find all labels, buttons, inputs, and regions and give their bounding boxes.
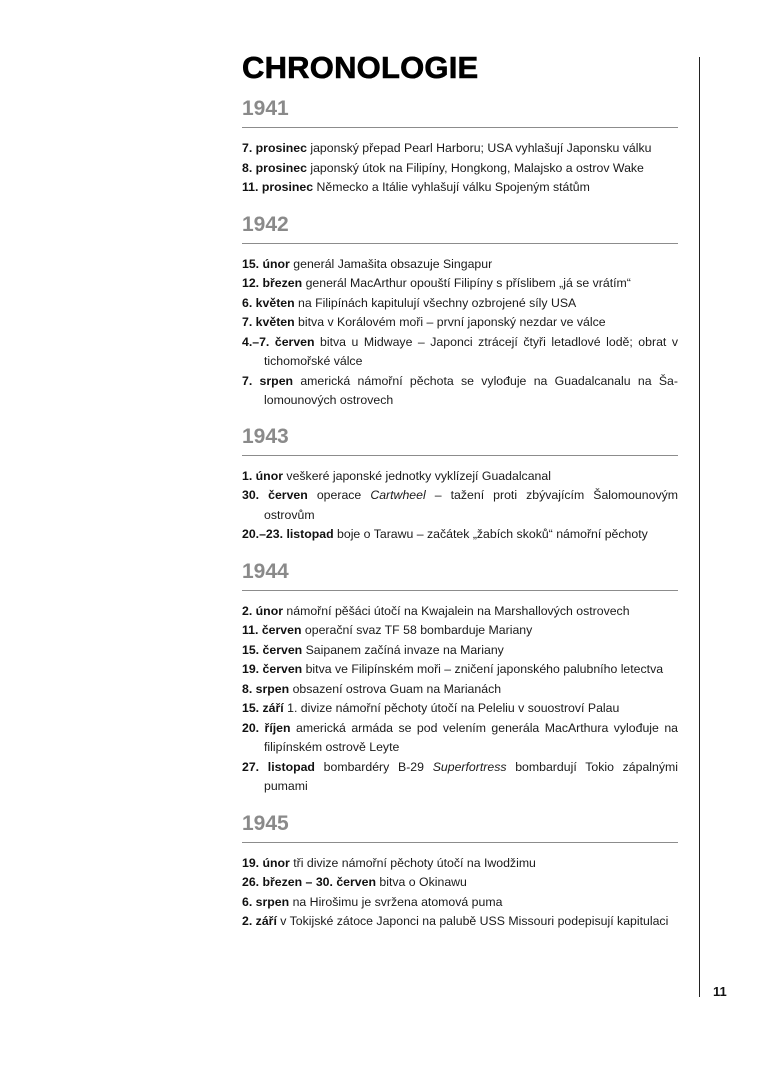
year-heading: 1941 [242,96,678,128]
event-text-italic: Cartwheel [370,488,426,502]
event-date: 6. květen [242,295,295,310]
year-section-1943 [242,424,678,545]
event-item [242,294,678,314]
event-text: na Filipínách kapitulují všechny ozbrojené síly USA [294,295,577,310]
event-item [242,699,678,719]
event-date: 15. únor [242,256,290,271]
event-text: bombardéry B-29 [314,759,433,774]
event-item [242,159,678,179]
event-item [242,680,678,700]
event-date: 7. srpen [242,373,294,388]
event-item [242,372,678,411]
event-text: americká armáda se pod velením generála MacArthura vylođuje na filipínském ostrově Leyte [264,720,678,754]
event-text: bitva v Korálovém moři – první japonský nezdar ve válce [294,315,606,329]
event-text: bitva u Midwaye – Japonci ztrácejí čtyři letadlové lodě; obrat v tichomořské válce [264,334,678,368]
year-section-1944 [242,559,678,797]
event-date: 19. červen [242,662,303,676]
event-item [242,602,678,622]
event-item [242,873,678,893]
event-item [242,333,678,372]
event-item [242,313,678,333]
event-item [242,255,678,275]
event-list [242,244,678,411]
event-text: boje o Tarawu – začátek „žabích skoků“ námořní pěchoty [333,527,648,541]
event-date: 2. únor [242,603,283,618]
event-date: 12. březen [242,276,303,290]
event-text: bitva ve Filipínském moři – zničení japonského palubního letectva [302,662,664,676]
event-list [242,843,678,932]
event-text-italic: Superfortress [432,759,507,774]
event-date: 15. červen [242,642,303,657]
event-text: americká námořní pěchota se vylođuje na Guadalcanalu na Šalomounových ostrovech [264,373,678,407]
event-item [242,621,678,641]
event-text: veškeré japonské jednotky vyklízejí Guadalcanal [283,468,551,483]
event-item [242,893,678,913]
event-list [242,591,678,797]
event-date: 2. září [242,914,277,928]
year-heading: 1943 [242,424,678,456]
event-text: generál Jamašita obsazuje Singapur [289,256,493,271]
event-date: 27. listopad [242,759,315,774]
event-date: 6. srpen [242,894,290,909]
event-item [242,178,678,198]
event-item [242,854,678,874]
chronology-page [242,50,678,932]
page-title: CHRONOLOGIE [242,50,479,85]
event-date: 1. únor [242,468,283,483]
event-item [242,467,678,487]
event-date: 4.–7. červen [242,334,315,349]
event-item [242,274,678,294]
event-text: tři divize námořní pěchoty útočí na Iwodžimu [289,855,536,870]
year-section-1941 [242,96,678,198]
event-date: 20. říjen [242,720,291,735]
event-item [242,641,678,661]
event-item [242,139,678,159]
event-date: 30. červen [242,488,308,502]
event-text: obsazení ostrova Guam na Marianách [289,681,502,696]
event-text: na Hirošimu je svržena atomová puma [289,894,503,909]
page-number: 11 [713,984,727,999]
event-date: 8. prosinec [242,160,307,175]
event-date: 20.–23. listopad [242,527,334,541]
event-date: 7. prosinec [242,141,307,155]
event-text-continued: – tažení proti zbývajícím Šalomounovým ostrovům [264,488,678,522]
event-text: bitva o Okinawu [375,875,467,889]
event-item [242,719,678,758]
year-heading: 1942 [242,212,678,244]
event-date: 8. srpen [242,681,290,696]
event-text: námořní pěšáci útočí na Kwajalein na Marshallových ostrovech [283,603,630,618]
year-section-1942 [242,212,678,411]
event-text-continued: bombardují Tokio zápalnými pumami [264,759,678,793]
event-item [242,486,678,525]
event-date: 7. květen [242,315,295,329]
event-text: Saipanem začíná invaze na Mariany [302,642,504,657]
event-text: japonský útok na Filipíny, Hongkong, Malajsko a ostrov Wake [306,160,644,175]
chronology-sections [242,96,678,932]
event-text: Německo a Itálie vyhlašují válku Spojeným státům [313,180,590,194]
event-item [242,912,678,932]
event-list [242,456,678,545]
event-text: operace [307,488,371,502]
event-date: 19. únor [242,855,290,870]
event-text: operační svaz TF 58 bombarduje Mariany [301,623,533,637]
event-item [242,758,678,797]
event-text: v Tokijské zátoce Japonci na palubě USS Missouri podepisují kapitulaci [276,914,669,928]
event-text: 1. divize námořní pěchoty útočí na Peleliu v souostroví Palau [283,701,620,715]
event-date: 15. září [242,701,284,715]
margin-rule [699,57,700,997]
event-date: 26. březen – 30. červen [242,875,376,889]
year-section-1945 [242,811,678,932]
year-heading: 1945 [242,811,678,843]
event-text: generál MacArthur opouští Filipíny s příslibem „já se vrátím“ [302,276,631,290]
year-heading: 1944 [242,559,678,591]
event-list [242,128,678,198]
event-text: japonský přepad Pearl Harboru; USA vyhlašují Japonsku válku [306,141,652,155]
event-item [242,525,678,545]
event-item [242,660,678,680]
event-date: 11. červen [242,623,302,637]
event-date: 11. prosinec [242,180,314,194]
